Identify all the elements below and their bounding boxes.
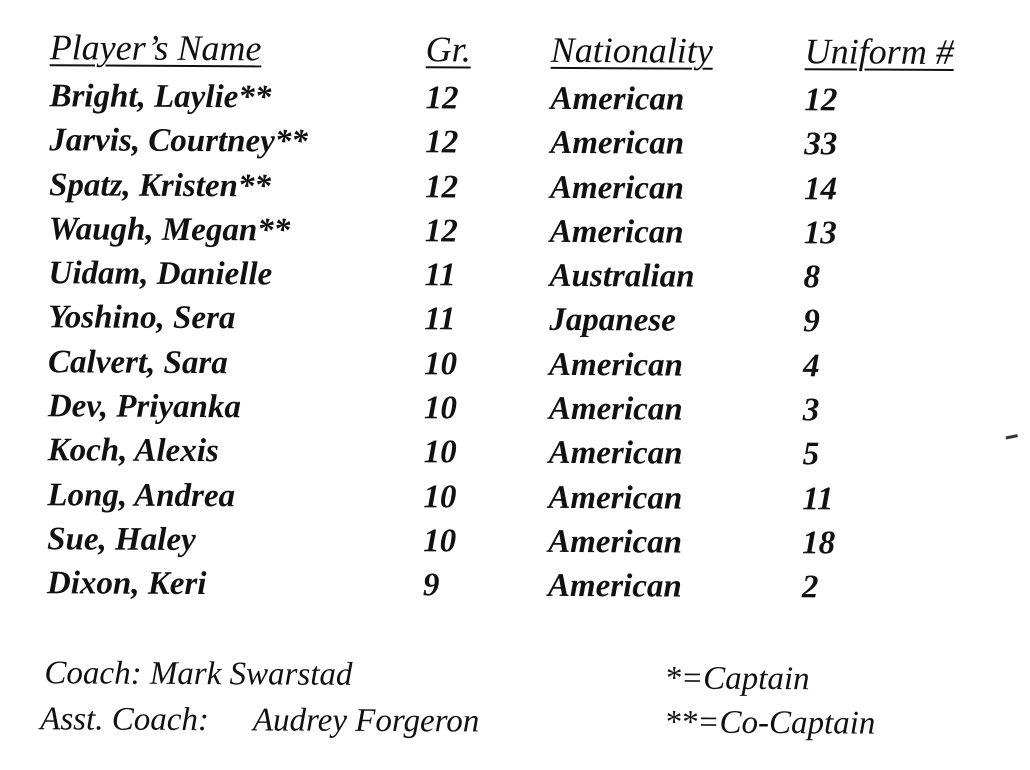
table-row (49, 211, 1004, 260)
player-name-cell: Yoshino, Sera (48, 300, 424, 346)
player-grade-cell: 10 (423, 479, 548, 524)
player-nationality-cell: American (550, 214, 804, 260)
player-name-cell: Waugh, Megan** (49, 211, 425, 257)
table-row (48, 344, 1003, 393)
player-name-cell: Sue, Haley (47, 521, 423, 567)
player-name-cell: Spatz, Kristen** (49, 167, 425, 213)
table-row (47, 521, 1002, 570)
captain-legend: *=Captain (664, 660, 809, 698)
roster-header-row (50, 26, 1005, 83)
player-grade-cell: 11 (424, 302, 549, 347)
player-nationality-cell: American (550, 81, 804, 127)
table-row (48, 300, 1003, 349)
player-uniform-cell: 5 (802, 437, 1002, 482)
table-row (49, 78, 1004, 127)
player-uniform-cell: 3 (803, 392, 1003, 437)
table-row (49, 167, 1004, 216)
player-name-cell: Long, Andrea (47, 477, 423, 523)
player-name-cell: Calvert, Sara (48, 344, 424, 390)
player-uniform-cell: 13 (804, 215, 1004, 260)
player-nationality-cell: American (549, 391, 803, 437)
player-nationality-cell: American (548, 480, 802, 526)
player-name-cell: Dev, Priyanka (48, 388, 424, 434)
player-uniform-cell: 4 (803, 348, 1003, 393)
player-name-cell: Jarvis, Courtney** (49, 123, 425, 169)
player-grade-cell: 12 (425, 169, 550, 214)
player-nationality-cell: American (548, 435, 802, 481)
coach-line: Coach: Mark Swarstad (44, 655, 352, 694)
player-name-cell: Uidam, Danielle (48, 255, 424, 301)
player-grade-cell: 11 (424, 257, 549, 302)
player-grade-cell: 10 (423, 523, 548, 568)
player-grade-cell: 12 (425, 213, 550, 258)
player-grade-cell: 10 (424, 390, 549, 435)
table-row (47, 566, 1002, 615)
player-uniform-cell: 14 (804, 171, 1004, 216)
table-row (48, 388, 1003, 437)
header-uniform-number: Uniform # (805, 30, 1005, 83)
player-nationality-cell: Japanese (549, 302, 803, 348)
header-nationality: Nationality (551, 29, 805, 82)
table-row (47, 477, 1002, 526)
player-uniform-cell: 2 (802, 569, 1002, 614)
player-nationality-cell: American (549, 347, 803, 393)
player-grade-cell: 10 (424, 346, 549, 391)
table-row (48, 255, 1003, 304)
co-captain-legend: **=Co-Captain (664, 704, 875, 742)
player-nationality-cell: American (548, 524, 802, 570)
header-grade: Gr. (426, 28, 551, 81)
player-name-cell: Bright, Laylie** (49, 78, 425, 124)
roster-table (47, 26, 1005, 615)
assistant-coach-line (40, 701, 479, 740)
player-nationality-cell: American (550, 169, 804, 215)
player-uniform-cell: 33 (804, 127, 1004, 172)
player-grade-cell: 10 (423, 435, 548, 480)
player-uniform-cell: 18 (802, 525, 1002, 570)
player-nationality-cell: American (548, 568, 802, 614)
player-uniform-cell: 11 (802, 481, 1002, 526)
player-uniform-cell: 8 (803, 259, 1003, 304)
scan-speck (1006, 434, 1018, 439)
player-uniform-cell: 9 (803, 304, 1003, 349)
player-uniform-cell: 12 (804, 82, 1004, 127)
header-players-name: Player’s Name (50, 26, 426, 80)
table-row (48, 433, 1003, 482)
assistant-coach-name: Audrey Forgeron (253, 702, 480, 739)
player-name-cell: Dixon, Keri (47, 566, 423, 612)
player-grade-cell: 12 (425, 125, 550, 170)
assistant-coach-label: Asst. Coach: (40, 701, 209, 738)
table-row (49, 123, 1004, 172)
player-grade-cell: 9 (423, 567, 548, 612)
player-nationality-cell: American (550, 125, 804, 171)
player-nationality-cell: Australian (549, 258, 803, 304)
roster-body (47, 78, 1005, 615)
player-grade-cell: 12 (425, 80, 550, 125)
player-name-cell: Koch, Alexis (48, 433, 424, 479)
